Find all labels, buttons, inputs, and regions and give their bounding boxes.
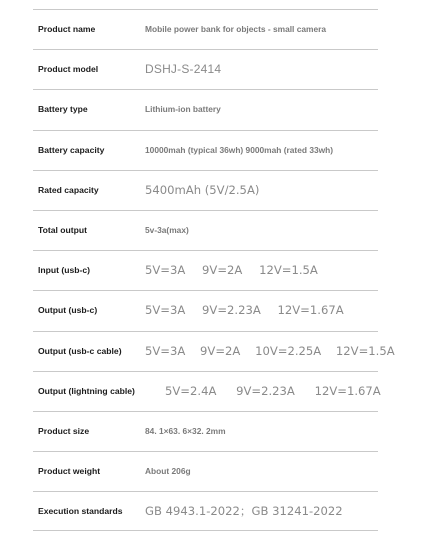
spec-row-output-usbc-cable <box>33 331 395 371</box>
spec-label: Output (usb-c) <box>38 305 98 316</box>
spec-value-segment: 5V=3A <box>145 343 186 358</box>
spec-label: Product weight <box>38 466 101 477</box>
spec-value: 84. 1×63. 6×32. 2mm <box>145 425 226 436</box>
spec-value: 5400mAh (5V/2.5A) <box>145 182 260 197</box>
spec-row-battery-capacity <box>33 130 378 170</box>
spec-value-segment: 5V=2.4A <box>165 383 217 398</box>
spec-label: Input (usb-c) <box>38 265 91 276</box>
spec-value-segment: 9V=2.23A <box>202 303 261 318</box>
spec-value: GB 4943.1-2022；GB 31241-2022 <box>145 504 343 519</box>
spec-value: Mobile power bank for objects - small camera <box>145 24 327 34</box>
spec-label: Product name <box>38 24 96 34</box>
spec-value: Lithium-ion battery <box>145 104 221 115</box>
spec-row-product-weight <box>33 451 378 491</box>
spec-label: Product model <box>38 64 99 75</box>
spec-value-group <box>165 372 397 411</box>
spec-value-segment: 5V=3A <box>145 303 186 318</box>
spec-value: 5v-3a(max) <box>145 224 189 235</box>
spec-value-segment: 12V=1.5A <box>335 343 395 358</box>
spec-value-segment: 9V=2A <box>200 343 241 358</box>
spec-value-group <box>145 291 344 330</box>
spec-label: Rated capacity <box>38 184 99 195</box>
spec-table <box>33 9 395 531</box>
spec-value-segment: 12V=1.5A <box>259 263 318 278</box>
spec-label: Output (usb-c cable) <box>38 345 122 356</box>
spec-value: About 206g <box>145 466 191 477</box>
spec-value-segment: 9V=2A <box>202 263 243 278</box>
spec-row-rated-capacity <box>33 170 378 210</box>
spec-row-product-name <box>33 9 378 49</box>
spec-label: Execution standards <box>38 506 123 517</box>
spec-label: Battery capacity <box>38 144 105 155</box>
spec-row-battery-type <box>33 89 378 129</box>
spec-value-segment: 9V=2.23A <box>236 383 295 398</box>
spec-value-segment: 10V=2.25A <box>255 343 322 358</box>
spec-label: Output (lightning cable) <box>38 385 135 396</box>
spec-row-input-usbc <box>33 250 378 290</box>
spec-value-segment: 12V=1.67A <box>277 303 344 318</box>
spec-value-segment: 5V=3A <box>145 263 186 278</box>
spec-value: 10000mah (typical 36wh) 9000mah (rated 33wh) <box>145 144 334 155</box>
spec-row-output-usbc <box>33 290 378 330</box>
spec-row-product-size <box>33 411 378 451</box>
spec-label: Battery type <box>38 104 88 115</box>
spec-value: DSHJ-S-2414 <box>145 62 222 77</box>
spec-row-output-lightning-cable <box>33 371 381 411</box>
spec-row-execution-standards <box>33 491 378 531</box>
spec-label: Total output <box>38 224 87 235</box>
spec-value-segment: 12V=1.67A <box>314 383 381 398</box>
spec-row-product-model <box>33 49 378 89</box>
spec-row-total-output <box>33 210 378 250</box>
spec-value-group <box>145 332 406 371</box>
spec-label: Product size <box>38 425 90 436</box>
spec-value-group <box>145 251 318 290</box>
